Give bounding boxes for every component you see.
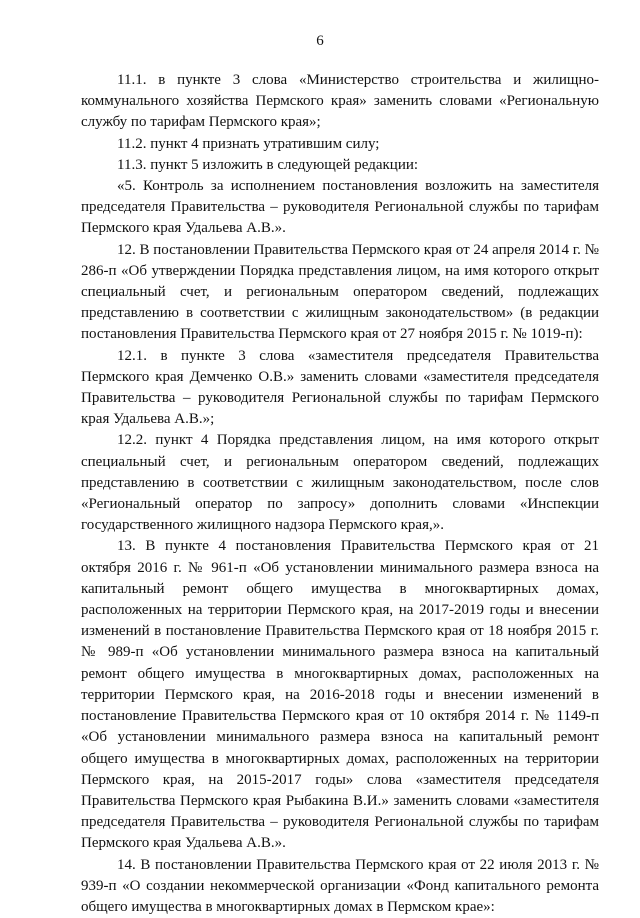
paragraph-12-2: 12.2. пункт 4 Порядка представления лицом, на имя которого открыт специальный счет, и региональным оператором сведений, подлежащих представлению в соответствии с жилищным законодательством, после слов «Региональный оператор по запросу» дополнить словами «Инспекции государственного жилищного надзора Пермского края,». bbox=[81, 432, 599, 534]
paragraph-quote-5: «5. Контроль за исполнением постановления возложить на заместителя председателя Правительства – руководителя Региональной службы по тарифам Пермского края Удальева А.В.». bbox=[81, 178, 599, 237]
paragraph-11-2: 11.2. пункт 4 признать утратившим силу; bbox=[117, 135, 380, 152]
page-number: 6 bbox=[316, 33, 324, 49]
paragraph-14: 14. В постановлении Правительства Пермского края от 22 июля 2013 г. № 939-п «О создании некоммерческой организации «Фонд капитального ремонта общего имущества в многоквартирных домах в Пермском крае»: bbox=[81, 856, 599, 915]
paragraph-11-3: 11.3. пункт 5 изложить в следующей редакции: bbox=[117, 156, 419, 173]
document-body bbox=[81, 70, 599, 918]
paragraph-12-1: 12.1. в пункте 3 слова «заместителя председателя Правительства Пермского края Демченко О.В.» заменить словами «заместителя председателя Правительства – руководителя Региональной службы по тарифам Пермского края Удальева А.В.»; bbox=[81, 347, 599, 428]
paragraph-11-1: 11.1. в пункте 3 слова «Министерство строительства и жилищно-коммунального хозяйства Пермского края» заменить словами «Региональную службу по тарифам Пермского края»; bbox=[81, 72, 599, 131]
paragraph-12: 12. В постановлении Правительства Пермского края от 24 апреля 2014 г. № 286-п «Об утверждении Порядка представления лицом, на имя которого открыт специальный счет, и региональным оператором сведений, подлежащих представлению в соответствии с жилищным законодательством» (в редакции постановления Правительства Пермского края от 27 ноября 2015 г. № 1019-п): bbox=[81, 241, 599, 343]
paragraph-13: 13. В пункте 4 постановления Правительства Пермского края от 21 октября 2016 г. № 961-п «Об установлении минимального размера взноса на капитальный ремонт общего имущества в многоквартирных домах, расположенных на территории Пермского края, на 2017-2019 годы и внесении изменений в постановление Правительства Пермского края от 18 ноября 2015 г. № 989-п «Об установлении минимального размера взноса на капитальный ремонт общего имущества в многоквартирных домах, расположенных на территории Пермского края, на 2016-2018 годы и внесении изменений в постановление Правительства Пермского края от 10 октября 2014 г. № 1149-п «Об установлении минимального размера взноса на капитальный ремонт общего имущества в многоквартирных домах, расположенных на территории Пермского края, на 2015-2017 годы» слова «заместителя председателя Правительства Пермского края Рыбакина В.И.» заменить словами «заместителя председателя Правительства – руководителя Региональной службы по тарифам Пермского края Удальева А.В.». bbox=[81, 538, 599, 852]
